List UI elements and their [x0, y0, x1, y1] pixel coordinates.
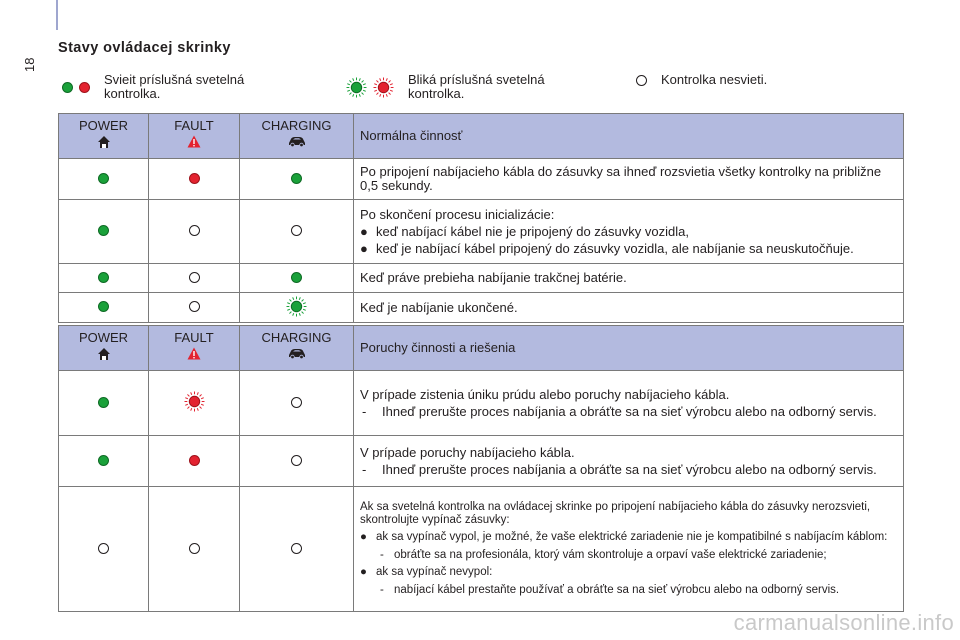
green-blinking-led-icon [286, 296, 307, 317]
legend-on [62, 73, 302, 101]
legend-off [636, 73, 876, 87]
legend-blink [346, 73, 586, 101]
green-led-icon [291, 272, 302, 283]
table-row [59, 487, 904, 612]
off-led-icon [189, 543, 200, 554]
red-led-icon [189, 173, 200, 184]
off-led-icon [291, 543, 302, 554]
green-led-icon [98, 301, 109, 312]
header-description: Normálna činnosť [354, 114, 904, 159]
header-description: Poruchy činnosti a riešenia [354, 326, 904, 371]
car-icon [287, 347, 307, 359]
row-description: Po skončení procesu inicializácie: ● keď nabíjací kábel nie je pripojený do zásuvky vozidla, ● keď je nabíjací kábel pripojený do zásuvky vozidla, ale nabíjanie sa neuskutočňuje. [354, 200, 904, 264]
table-row [59, 436, 904, 487]
red-led-icon [79, 82, 90, 93]
legend-blink-text: Bliká príslušná svetelná kontrolka. [408, 72, 545, 101]
row-description: Keď je nabíjanie ukončené. [354, 293, 904, 323]
table-header [59, 326, 904, 371]
off-led-icon [189, 225, 200, 236]
row-description: V prípade poruchy nabíjacieho kábla. - Ihneď prerušte proces nabíjania a obráťte sa na sieť výrobcu alebo na odborný servis. [354, 436, 904, 487]
green-blinking-led-icon [346, 77, 367, 98]
green-led-icon [98, 455, 109, 466]
row-description: V prípade zistenia úniku prúdu alebo poruchy nabíjacieho kábla. - Ihneď prerušte proces nabíjania a obráťte sa na sieť výrobcu alebo na odborný servis. [354, 371, 904, 436]
red-led-icon [189, 455, 200, 466]
green-led-icon [98, 272, 109, 283]
header-power: POWER [59, 114, 149, 159]
header-fault: FAULT [149, 114, 240, 159]
header-fault: FAULT [149, 326, 240, 371]
row-description: Po pripojení nabíjacieho kábla do zásuvky sa ihneď rozsvietia všetky kontrolky na približne 0,5 sekundy. [354, 159, 904, 200]
page-edge-bar [56, 0, 58, 30]
red-blinking-led-icon [184, 391, 205, 412]
table-row [59, 200, 904, 264]
off-led-icon [189, 301, 200, 312]
header-charging: CHARGING [240, 326, 354, 371]
legend-off-text: Kontrolka nesvieti. [661, 72, 768, 87]
row-description: Ak sa svetelná kontrolka na ovládacej skrinke po pripojení nabíjacieho kábla do zásuvky nerozsvieti, skontrolujte vypínač zásuvky: ● ak sa vypínač vypol, je možné, že vaše elektrické zariadenie nie je kompatibilné s nabíjacím káblom: - obráťte sa na profesionála, ktorý vám skontroluje a orpaví vaše elektrické zariadenie; ● ak sa vypínač nevypol: - nabíjací kábel prestaňte používať a obráťte sa na sieť výrobcu alebo na odborný servis. [354, 487, 904, 612]
normal-operation-table [58, 113, 904, 323]
off-led-icon [189, 272, 200, 283]
house-icon [97, 135, 111, 149]
off-led-icon [98, 543, 109, 554]
warning-icon [187, 347, 201, 360]
house-icon [97, 347, 111, 361]
watermark: carmanualsonline.info [733, 610, 954, 635]
table-header [59, 114, 904, 159]
page-number: 18 [22, 57, 37, 72]
row-description: Keď práve prebieha nabíjanie trakčnej batérie. [354, 264, 904, 293]
off-led-icon [291, 397, 302, 408]
warning-icon [187, 135, 201, 148]
off-led-icon [291, 225, 302, 236]
red-blinking-led-icon [373, 77, 394, 98]
table-row [59, 371, 904, 436]
table-row [59, 293, 904, 323]
car-icon [287, 135, 307, 147]
header-power: POWER [59, 326, 149, 371]
legend-on-text: Svieit príslušná svetelná kontrolka. [104, 72, 245, 101]
off-led-icon [636, 75, 647, 86]
page-title: Stavy ovládacej skrinky [58, 40, 231, 56]
green-led-icon [98, 225, 109, 236]
green-led-icon [98, 397, 109, 408]
off-led-icon [291, 455, 302, 466]
green-led-icon [98, 173, 109, 184]
green-led-icon [62, 82, 73, 93]
green-led-icon [291, 173, 302, 184]
table-row [59, 264, 904, 293]
faults-table [58, 325, 904, 612]
header-charging: CHARGING [240, 114, 354, 159]
table-row [59, 159, 904, 200]
